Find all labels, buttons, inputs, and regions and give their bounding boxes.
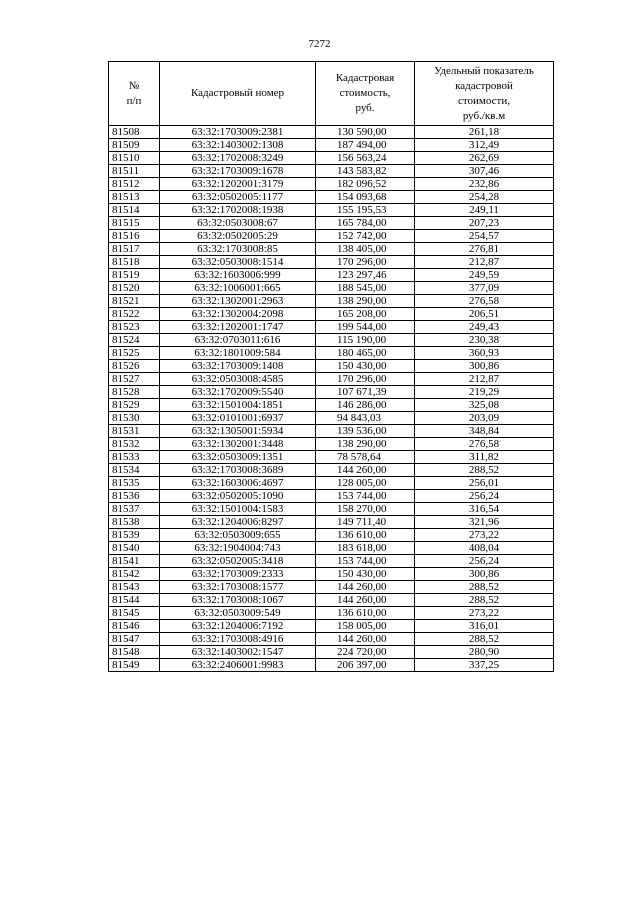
cell-number: 81512 (109, 178, 160, 191)
table-row (109, 555, 554, 568)
table-row (109, 321, 554, 334)
cell-number: 81520 (109, 282, 160, 295)
cell-number: 81510 (109, 152, 160, 165)
cell-specific-cost: 256,24 (415, 490, 554, 503)
cell-number: 81516 (109, 230, 160, 243)
cell-specific-cost: 276,81 (415, 243, 554, 256)
table-row (109, 451, 554, 464)
cell-cadastral-number: 63:32:0503008:4585 (160, 373, 316, 386)
cell-cost: 94 843,03 (316, 412, 415, 425)
cell-specific-cost: 276,58 (415, 438, 554, 451)
cell-cost: 136 610,00 (316, 529, 415, 542)
cell-specific-cost: 230,38 (415, 334, 554, 347)
cell-specific-cost: 360,93 (415, 347, 554, 360)
cell-cadastral-number: 63:32:1703008:1067 (160, 594, 316, 607)
cell-number: 81545 (109, 607, 160, 620)
table-row (109, 464, 554, 477)
cell-cost: 165 208,00 (316, 308, 415, 321)
cell-cadastral-number: 63:32:1703008:4916 (160, 633, 316, 646)
cell-cost: 180 465,00 (316, 347, 415, 360)
table-row (109, 607, 554, 620)
cell-specific-cost: 206,51 (415, 308, 554, 321)
cell-cadastral-number: 63:32:0101001:6937 (160, 412, 316, 425)
table-row (109, 503, 554, 516)
cell-cadastral-number: 63:32:1202001:3179 (160, 178, 316, 191)
cell-cost: 150 430,00 (316, 568, 415, 581)
cell-cadastral-number: 63:32:0503008:67 (160, 217, 316, 230)
cell-number: 81525 (109, 347, 160, 360)
cell-specific-cost: 316,01 (415, 620, 554, 633)
cell-cost: 144 260,00 (316, 464, 415, 477)
cell-cost: 144 260,00 (316, 633, 415, 646)
header-cadastral-cost (316, 62, 415, 126)
cell-cost: 107 671,39 (316, 386, 415, 399)
cell-number: 81523 (109, 321, 160, 334)
cell-specific-cost: 256,01 (415, 477, 554, 490)
cell-cadastral-number: 63:32:1702009:5540 (160, 386, 316, 399)
cell-specific-cost: 212,87 (415, 373, 554, 386)
cell-number: 81521 (109, 295, 160, 308)
table-row (109, 126, 554, 139)
cell-number: 81524 (109, 334, 160, 347)
cell-specific-cost: 337,25 (415, 659, 554, 672)
header-specific-cost-line: стоимости, (458, 94, 510, 107)
cell-number: 81533 (109, 451, 160, 464)
cell-cost: 138 290,00 (316, 438, 415, 451)
cell-cadastral-number: 63:32:1202001:1747 (160, 321, 316, 334)
cell-cost: 144 260,00 (316, 581, 415, 594)
cell-number: 81508 (109, 126, 160, 139)
cell-cadastral-number: 63:32:1703008:85 (160, 243, 316, 256)
cell-number: 81534 (109, 464, 160, 477)
header-specific-cost-line: руб./кв.м (462, 109, 506, 122)
cell-specific-cost: 325,08 (415, 399, 554, 412)
cell-cost: 188 545,00 (316, 282, 415, 295)
cell-specific-cost: 249,59 (415, 269, 554, 282)
cell-specific-cost: 288,52 (415, 633, 554, 646)
cell-specific-cost: 262,69 (415, 152, 554, 165)
cell-number: 81541 (109, 555, 160, 568)
cell-cost: 206 397,00 (316, 659, 415, 672)
table-header (109, 62, 554, 126)
cell-cost: 150 430,00 (316, 360, 415, 373)
cell-cadastral-number: 63:32:1904004:743 (160, 542, 316, 555)
cell-specific-cost: 348,84 (415, 425, 554, 438)
cell-cadastral-number: 63:32:1703008:1577 (160, 581, 316, 594)
cell-number: 81544 (109, 594, 160, 607)
table-row (109, 308, 554, 321)
table-row (109, 425, 554, 438)
cell-cost: 115 190,00 (316, 334, 415, 347)
table-row (109, 620, 554, 633)
cell-number: 81513 (109, 191, 160, 204)
cell-cost: 182 096,52 (316, 178, 415, 191)
cell-number: 81531 (109, 425, 160, 438)
table-row (109, 516, 554, 529)
table-row (109, 334, 554, 347)
cell-cadastral-number: 63:32:1702008:3249 (160, 152, 316, 165)
cell-cadastral-number: 63:32:1204006:7192 (160, 620, 316, 633)
cell-cost: 170 296,00 (316, 373, 415, 386)
cell-specific-cost: 307,46 (415, 165, 554, 178)
cell-cost: 183 618,00 (316, 542, 415, 555)
table-row (109, 633, 554, 646)
cell-specific-cost: 261,18 (415, 126, 554, 139)
cell-specific-cost: 408,04 (415, 542, 554, 555)
table-row (109, 152, 554, 165)
cell-cost: 187 494,00 (316, 139, 415, 152)
cell-cost: 155 195,53 (316, 204, 415, 217)
header-cadastral-cost-line: руб. (355, 102, 375, 114)
cell-cadastral-number: 63:32:1403002:1308 (160, 139, 316, 152)
table-row (109, 594, 554, 607)
table-row (109, 360, 554, 373)
cell-cadastral-number: 63:32:1703009:2333 (160, 568, 316, 581)
header-specific-cost-line: Удельный показатель (434, 64, 534, 77)
cell-cadastral-number: 63:32:1702008:1938 (160, 204, 316, 217)
cell-number: 81528 (109, 386, 160, 399)
cell-cadastral-number: 63:32:0502005:3418 (160, 555, 316, 568)
cell-number: 81543 (109, 581, 160, 594)
cell-number: 81536 (109, 490, 160, 503)
cell-number: 81542 (109, 568, 160, 581)
cell-cost: 224 720,00 (316, 646, 415, 659)
table-row (109, 230, 554, 243)
table-row (109, 568, 554, 581)
header-number-line: № (128, 79, 140, 92)
cell-specific-cost: 300,86 (415, 568, 554, 581)
cell-specific-cost: 219,29 (415, 386, 554, 399)
cell-cadastral-number: 63:32:2406001:9983 (160, 659, 316, 672)
cell-specific-cost: 312,49 (415, 139, 554, 152)
cell-cost: 156 563,24 (316, 152, 415, 165)
cell-number: 81546 (109, 620, 160, 633)
table-row (109, 178, 554, 191)
cell-cost: 153 744,00 (316, 490, 415, 503)
cell-cost: 170 296,00 (316, 256, 415, 269)
cell-number: 81532 (109, 438, 160, 451)
table-row (109, 204, 554, 217)
cell-number: 81549 (109, 659, 160, 672)
cell-specific-cost: 232,86 (415, 178, 554, 191)
cell-number: 81509 (109, 139, 160, 152)
table-row (109, 295, 554, 308)
cell-number: 81539 (109, 529, 160, 542)
cell-cadastral-number: 63:32:0502005:29 (160, 230, 316, 243)
cell-cost: 154 093,68 (316, 191, 415, 204)
cell-specific-cost: 254,57 (415, 230, 554, 243)
cell-cadastral-number: 63:32:1302004:2098 (160, 308, 316, 321)
cell-cost: 136 610,00 (316, 607, 415, 620)
table-row (109, 386, 554, 399)
cell-specific-cost: 288,52 (415, 581, 554, 594)
cell-cost: 152 742,00 (316, 230, 415, 243)
table-row (109, 282, 554, 295)
cell-cost: 128 005,00 (316, 477, 415, 490)
cell-cadastral-number: 63:32:1006001:665 (160, 282, 316, 295)
cell-cadastral-number: 63:32:0703011:616 (160, 334, 316, 347)
cell-number: 81530 (109, 412, 160, 425)
cell-cost: 158 270,00 (316, 503, 415, 516)
header-cadastral-number (160, 62, 316, 126)
table-row (109, 347, 554, 360)
cell-cadastral-number: 63:32:0502005:1090 (160, 490, 316, 503)
page-number: 7272 (308, 38, 331, 50)
cell-cost: 123 297,46 (316, 269, 415, 282)
cell-cadastral-number: 63:32:1501004:1583 (160, 503, 316, 516)
cell-cadastral-number: 63:32:1403002:1547 (160, 646, 316, 659)
header-specific-cost (415, 62, 554, 126)
cell-specific-cost: 300,86 (415, 360, 554, 373)
cell-cadastral-number: 63:32:1302001:2963 (160, 295, 316, 308)
header-number-line: п/п (126, 94, 142, 107)
table-row (109, 373, 554, 386)
cell-number: 81537 (109, 503, 160, 516)
cell-cost: 78 578,64 (316, 451, 415, 464)
table-row (109, 477, 554, 490)
table-row (109, 191, 554, 204)
cadastral-table (108, 61, 554, 672)
cell-cost: 153 744,00 (316, 555, 415, 568)
cell-specific-cost: 288,52 (415, 594, 554, 607)
cell-cadastral-number: 63:32:1501004:1851 (160, 399, 316, 412)
cell-number: 81535 (109, 477, 160, 490)
cell-cadastral-number: 63:32:1703009:1408 (160, 360, 316, 373)
table-row (109, 139, 554, 152)
cell-specific-cost: 321,96 (415, 516, 554, 529)
cell-cost: 158 005,00 (316, 620, 415, 633)
table-row (109, 243, 554, 256)
cell-number: 81519 (109, 269, 160, 282)
table-row (109, 646, 554, 659)
cell-specific-cost: 311,82 (415, 451, 554, 464)
cell-number: 81518 (109, 256, 160, 269)
cell-specific-cost: 316,54 (415, 503, 554, 516)
cell-cost: 138 405,00 (316, 243, 415, 256)
table-row (109, 529, 554, 542)
table-row (109, 217, 554, 230)
cell-number: 81547 (109, 633, 160, 646)
cell-specific-cost: 276,58 (415, 295, 554, 308)
cell-specific-cost: 207,23 (415, 217, 554, 230)
cell-number: 81514 (109, 204, 160, 217)
cell-specific-cost: 280,90 (415, 646, 554, 659)
table-row (109, 412, 554, 425)
cell-cost: 146 286,00 (316, 399, 415, 412)
cell-number: 81517 (109, 243, 160, 256)
cell-number: 81527 (109, 373, 160, 386)
table-row (109, 269, 554, 282)
cell-cost: 165 784,00 (316, 217, 415, 230)
header-row (109, 62, 554, 126)
cell-specific-cost: 288,52 (415, 464, 554, 477)
header-cadastral-cost-line: стоимость, (339, 87, 391, 99)
cell-number: 81548 (109, 646, 160, 659)
cell-cadastral-number: 63:32:0503009:549 (160, 607, 316, 620)
cell-cost: 138 290,00 (316, 295, 415, 308)
cell-cadastral-number: 63:32:1801009:584 (160, 347, 316, 360)
cell-cadastral-number: 63:32:1204006:8297 (160, 516, 316, 529)
cell-cadastral-number: 63:32:0503009:1351 (160, 451, 316, 464)
cell-cadastral-number: 63:32:1305001:5934 (160, 425, 316, 438)
cell-number: 81540 (109, 542, 160, 555)
cell-cadastral-number: 63:32:1603006:4697 (160, 477, 316, 490)
cell-number: 81522 (109, 308, 160, 321)
header-cadastral-cost-line: Кадастровая (335, 72, 395, 84)
cell-cost: 130 590,00 (316, 126, 415, 139)
table-row (109, 438, 554, 451)
cell-specific-cost: 273,22 (415, 529, 554, 542)
cell-number: 81511 (109, 165, 160, 178)
cell-specific-cost: 203,09 (415, 412, 554, 425)
cell-cadastral-number: 63:32:1603006:999 (160, 269, 316, 282)
table-row (109, 165, 554, 178)
cell-specific-cost: 249,11 (415, 204, 554, 217)
table-body (109, 126, 554, 672)
cell-cost: 199 544,00 (316, 321, 415, 334)
header-number (109, 62, 160, 126)
cell-cadastral-number: 63:32:0502005:1177 (160, 191, 316, 204)
cell-number: 81529 (109, 399, 160, 412)
cell-specific-cost: 273,22 (415, 607, 554, 620)
cell-cadastral-number: 63:32:1302001:3448 (160, 438, 316, 451)
table-row (109, 490, 554, 503)
cell-number: 81515 (109, 217, 160, 230)
cell-cadastral-number: 63:32:0503008:1514 (160, 256, 316, 269)
cell-cost: 143 583,82 (316, 165, 415, 178)
cell-specific-cost: 249,43 (415, 321, 554, 334)
cell-cost: 149 711,40 (316, 516, 415, 529)
cell-cadastral-number: 63:32:1703009:1678 (160, 165, 316, 178)
table-row (109, 659, 554, 672)
cell-number: 81526 (109, 360, 160, 373)
cell-cadastral-number: 63:32:1703009:2381 (160, 126, 316, 139)
cell-specific-cost: 377,09 (415, 282, 554, 295)
table-row (109, 542, 554, 555)
header-specific-cost-line: кадастровой (455, 79, 513, 92)
cell-cost: 144 260,00 (316, 594, 415, 607)
table-row (109, 399, 554, 412)
cell-cadastral-number: 63:32:0503009:655 (160, 529, 316, 542)
header-cadastral-number-line: Кадастровый номер (190, 87, 285, 99)
table-row (109, 581, 554, 594)
cell-specific-cost: 256,24 (415, 555, 554, 568)
cell-cadastral-number: 63:32:1703008:3689 (160, 464, 316, 477)
cell-specific-cost: 254,28 (415, 191, 554, 204)
cell-number: 81538 (109, 516, 160, 529)
cell-specific-cost: 212,87 (415, 256, 554, 269)
table-row (109, 256, 554, 269)
cell-cost: 139 536,00 (316, 425, 415, 438)
